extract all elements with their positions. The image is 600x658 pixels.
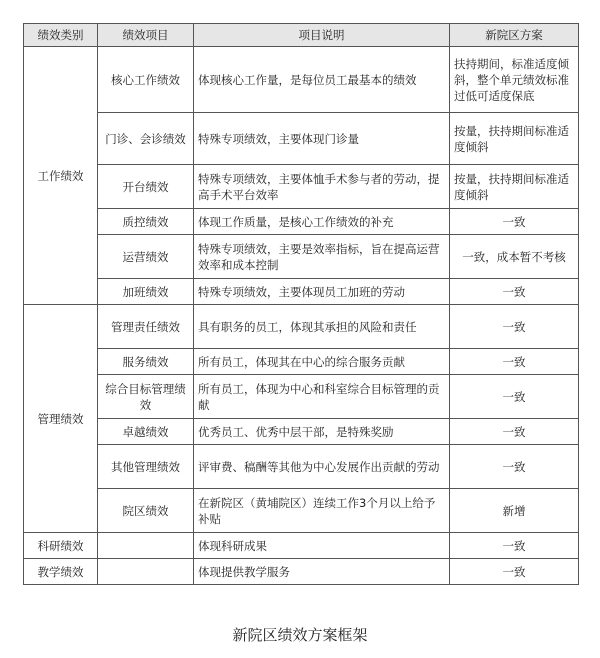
description-cell: 所有员工，体现其在中心的综合服务贡献: [194, 349, 450, 375]
item-cell: [98, 559, 194, 585]
performance-table: [23, 23, 579, 585]
description-cell: 优秀员工、优秀中层干部，是特殊奖励: [194, 419, 450, 445]
item-cell: 运营绩效: [98, 235, 194, 279]
category-cell: 科研绩效: [24, 533, 98, 559]
plan-cell: 新增: [450, 489, 579, 533]
table-row: [24, 419, 579, 445]
item-cell: 综合目标管理绩效: [98, 375, 194, 419]
table-row: [24, 305, 579, 349]
category-cell: 教学绩效: [24, 559, 98, 585]
item-cell: 其他管理绩效: [98, 445, 194, 489]
plan-cell: 一致: [450, 533, 579, 559]
plan-cell: 一致: [450, 559, 579, 585]
table-row: [24, 235, 579, 279]
description-cell: 特殊专项绩效，主要体恤手术参与者的劳动，提高手术平台效率: [194, 165, 450, 209]
item-cell: 管理责任绩效: [98, 305, 194, 349]
table-row: [24, 375, 579, 419]
table-row: [24, 489, 579, 533]
table-row: [24, 47, 579, 113]
item-cell: [98, 533, 194, 559]
description-cell: 评审费、稿酬等其他为中心发展作出贡献的劳动: [194, 445, 450, 489]
item-cell: 门诊、会诊绩效: [98, 113, 194, 165]
plan-cell: 一致: [450, 305, 579, 349]
description-cell: 体现提供教学服务: [194, 559, 450, 585]
item-cell: 院区绩效: [98, 489, 194, 533]
plan-cell: 一致: [450, 279, 579, 305]
plan-cell: 按量，扶持期间标准适度倾斜: [450, 113, 579, 165]
table-row: [24, 445, 579, 489]
table-container: [23, 23, 578, 585]
plan-cell: 扶持期间，标准适度倾斜，整个单元绩效标准过低可适度保底: [450, 47, 579, 113]
plan-cell: 一致: [450, 445, 579, 489]
plan-cell: 按量，扶持期间标准适度倾斜: [450, 165, 579, 209]
item-cell: 质控绩效: [98, 209, 194, 235]
category-cell: 工作绩效: [24, 47, 98, 305]
header-item: 绩效项目: [98, 24, 194, 47]
description-cell: 体现科研成果: [194, 533, 450, 559]
table-header-row: [24, 24, 579, 47]
description-cell: 特殊专项绩效，主要体现门诊量: [194, 113, 450, 165]
plan-cell: 一致: [450, 375, 579, 419]
header-description: 项目说明: [194, 24, 450, 47]
table-row: [24, 349, 579, 375]
item-cell: 开台绩效: [98, 165, 194, 209]
description-cell: 特殊专项绩效，主要体现员工加班的劳动: [194, 279, 450, 305]
description-cell: 体现工作质量，是核心工作绩效的补充: [194, 209, 450, 235]
plan-cell: 一致，成本暂不考核: [450, 235, 579, 279]
table-row: [24, 559, 579, 585]
item-cell: 服务绩效: [98, 349, 194, 375]
plan-cell: 一致: [450, 349, 579, 375]
table-row: [24, 279, 579, 305]
description-cell: 所有员工，体现为中心和科室综合目标管理的贡献: [194, 375, 450, 419]
header-new-plan: 新院区方案: [450, 24, 579, 47]
description-cell: 具有职务的员工，体现其承担的风险和责任: [194, 305, 450, 349]
table-row: [24, 165, 579, 209]
header-category: 绩效类别: [24, 24, 98, 47]
description-cell: 特殊专项绩效，主要是效率指标，旨在提高运营效率和成本控制: [194, 235, 450, 279]
plan-cell: 一致: [450, 419, 579, 445]
item-cell: 核心工作绩效: [98, 47, 194, 113]
table-row: [24, 209, 579, 235]
description-cell: 体现核心工作量，是每位员工最基本的绩效: [194, 47, 450, 113]
category-cell: 管理绩效: [24, 305, 98, 533]
table-caption: 新院区绩效方案框架: [232, 626, 368, 644]
plan-cell: 一致: [450, 209, 579, 235]
description-cell: 在新院区（黄埔院区）连续工作3个月以上给予补贴: [194, 489, 450, 533]
table-row: [24, 533, 579, 559]
item-cell: 加班绩效: [98, 279, 194, 305]
table-row: [24, 113, 579, 165]
item-cell: 卓越绩效: [98, 419, 194, 445]
